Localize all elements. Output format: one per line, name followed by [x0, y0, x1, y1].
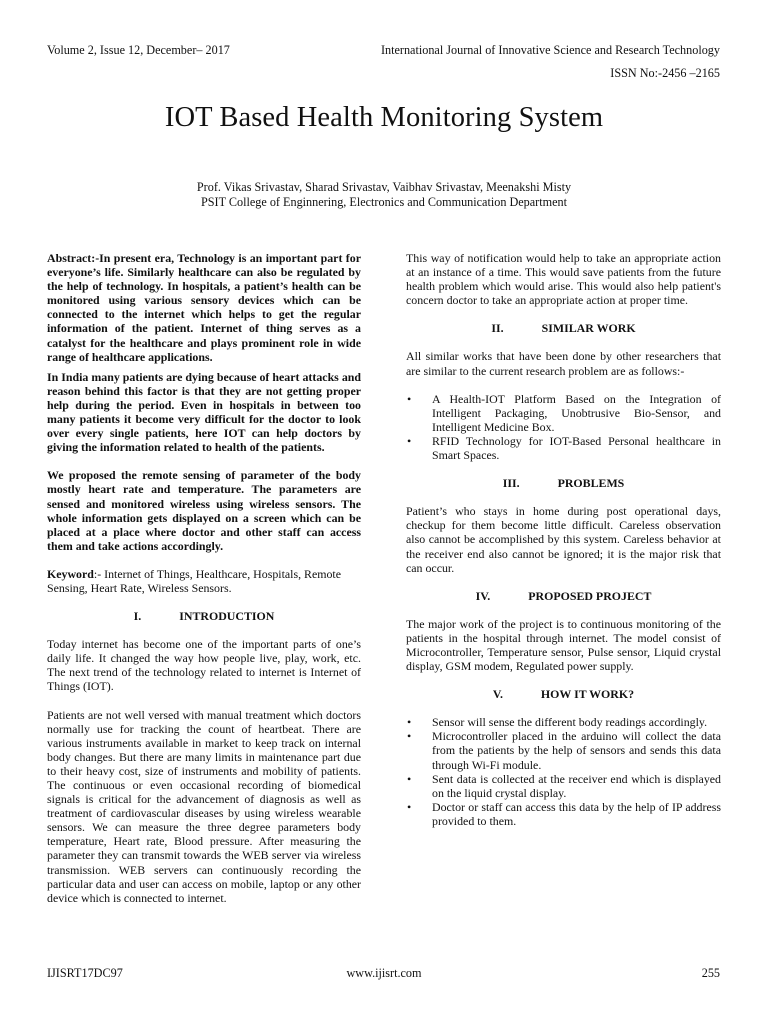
- abstract-paragraph-3: We proposed the remote sensing of parameter of the body mostly heart rate and temperature. The parameters are sensed and monitored wireless using wireless sensors. The whole information gets displayed on a screen which can be placed at a place where doctor and other staff can access them and take actions accordingly.: [47, 468, 361, 553]
- issn: ISSN No:-2456 –2165: [610, 66, 720, 80]
- keywords: [47, 567, 361, 595]
- list-item: • Microcontroller placed in the arduino will collect the data from the patients by the help of sensors and sends this data through Wi-Fi module.: [406, 729, 721, 771]
- journal-name: International Journal of Innovative Science and Research Technology: [380, 43, 720, 57]
- list-item: • A Health-IOT Platform Based on the Integration of Intelligent Packaging, Unobtrusive Bio-Sensor, and Intelligent Medicine Box.: [406, 392, 721, 434]
- section-title: INTRODUCTION: [179, 609, 275, 624]
- section-title: PROBLEMS: [557, 476, 625, 491]
- list-item: • RFID Technology for IOT-Based Personal healthcare in Smart Spaces.: [406, 434, 721, 462]
- section-heading-proposed-project: [406, 589, 721, 603]
- authors: Prof. Vikas Srivastav, Sharad Srivastav, Vaibhav Srivastav, Meenakshi Misty: [196, 180, 572, 194]
- abstract-paragraph-2: In India many patients are dying because of heart attacks and reason behind this factor is that they are not getting proper help during the period. Even in hospitals in between too many patients it become very difficult for the doctor to look over every single patients, here IOT can help doctors by giving the information related to health of the patients.: [47, 369, 361, 455]
- list-item: • Doctor or staff can access this data by the help of IP address provided to them.: [406, 800, 721, 828]
- notification-paragraph: This way of notification would help to take an appropriate action at an instance of a time. This would save patients from the future health problem which would arise. This would also help patient's concern doctor to take an appropriate action at proper time.: [406, 251, 721, 308]
- section-heading-problems: [406, 476, 721, 490]
- problems-paragraph: Patient’s who stays in home during post operational days, checkup for them become little difficult. Careless observation also cannot be accomplished by this system. Careless behavior at the receiver end also cannot be ignored; it is the major risk that can occur.: [406, 504, 721, 575]
- abstract-paragraph-1: Abstract:-In present era, Technology is an important part for everyone’s life. Similarly healthcare can also be regulated by the help of technology. In hospitals, a patient’s health can be monitored using various sensory devices which can be connected to the internet which helps to get the regular information of the patient. Internet of thing serves as a catalyst for the healthcare and plays prominent role in wide range of healthcare applications.: [47, 251, 361, 364]
- intro-paragraph-2: Patients are not well versed with manual treatment which doctors normally use for tracking the count of heartbeat. There are various instruments available in market to keep track on internal body changes. But there are many limits in maintenance part due to their heavy cost, size of instruments and mobility of patients. The continuous or even occasional recording of biomedical signals is critical for the advancement of diagnosis as well as treatment of cardiovascular diseases by using wireless wearable sensors. We can measure the three degree parameters body temperature, Heart rate, Blood pressure. After measuring the parameter they can transmit towards the WEB server via wireless transmission. WEB servers can continuously recording the particular data and user can access on mobile, laptop or any other device which is connected to internet.: [47, 707, 361, 905]
- paper-code: IJISRT17DC97: [47, 966, 123, 980]
- affiliation: PSIT College of Enginnering, Electronics and Communication Department: [201, 195, 567, 209]
- section-heading-introduction: [47, 609, 361, 623]
- section-number: I.: [133, 609, 142, 624]
- how-it-works-list: [406, 715, 721, 828]
- volume-info: Volume 2, Issue 12, December– 2017: [47, 43, 230, 57]
- list-item: • Sensor will sense the different body readings accordingly.: [406, 715, 721, 729]
- intro-paragraph-1: Today internet has become one of the important parts of one’s daily life. It changed the way how people live, play, work, etc. The next trend of the technology related to internet is Internet of Things (IOT).: [47, 637, 361, 694]
- section-number: II.: [491, 321, 504, 336]
- section-heading-similar-work: [406, 321, 721, 335]
- section-title: PROPOSED PROJECT: [528, 588, 652, 603]
- proposed-project-paragraph: The major work of the project is to continuous monitoring of the patients in the hospital through internet. The model consist of Microcontroller, Temperature sensor, Pulse sensor, Liquid crystal display, GSM modem, Regulated power supply.: [406, 616, 721, 674]
- section-number: V.: [492, 687, 503, 702]
- list-item: • Sent data is collected at the receiver end which is displayed on the liquid crystal display.: [406, 772, 721, 800]
- paper-title: IOT Based Health Monitoring System: [164, 102, 604, 133]
- section-number: III.: [502, 476, 520, 491]
- section-number: IV.: [475, 588, 491, 603]
- left-column: [47, 251, 361, 905]
- section-heading-how-it-work: [406, 687, 721, 701]
- right-column: [406, 251, 721, 828]
- keyword-label: Keyword: [47, 566, 94, 581]
- page-number: 255: [701, 966, 720, 980]
- similar-work-paragraph: All similar works that have been done by other researchers that are similar to the current research problem are as follows:-: [406, 349, 721, 378]
- keyword-text: :- Internet of Things, Healthcare, Hospitals, Remote Sensing, Heart Rate, Wireless Sensors.: [47, 566, 342, 595]
- journal-url[interactable]: www.ijisrt.com: [346, 966, 422, 980]
- section-title: SIMILAR WORK: [541, 321, 636, 336]
- section-title: HOW IT WORK?: [540, 687, 635, 702]
- similar-work-list: [406, 392, 721, 462]
